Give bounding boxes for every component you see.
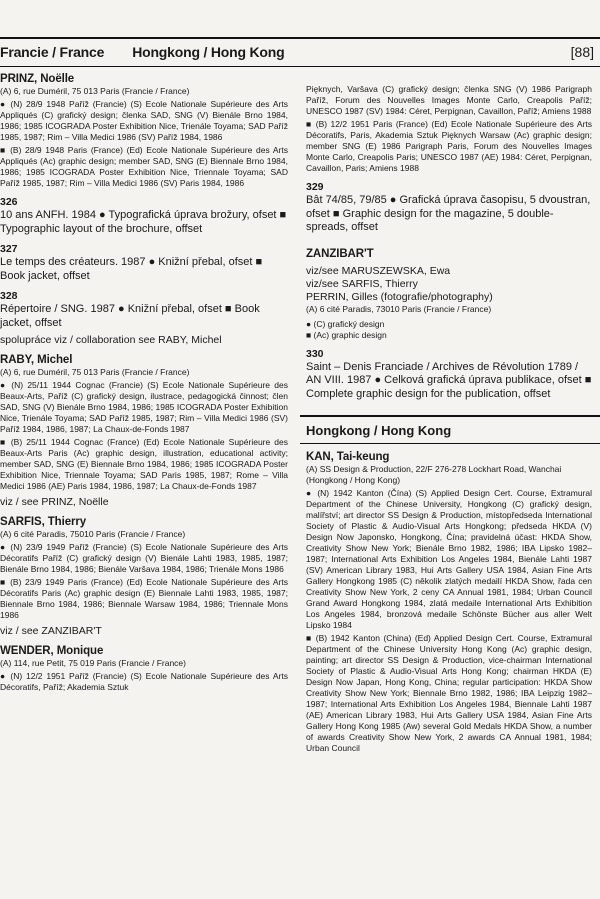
entry-address: (A) 6, rue Duméril, 75 013 Paris (Francie / France) bbox=[0, 86, 190, 96]
entry-bio-en: ■ (B) 23/9 1949 Paris (France) (Ed) Ecole Nationale Supérieure des Arts Décoratifs Paris (Ac) graphic design (E) Biennale Lahti 1983, 1985, 1987; Biennale Brno 1984, 1986; Biennale Warsaw 1984, 1986; Triennale Mons 1986 bbox=[0, 577, 288, 620]
work-caption: Répertoire / SNG. 1987 ● Knižní přebal, ofset ■ Book jacket, offset bbox=[0, 303, 260, 329]
work-number: 326 bbox=[0, 196, 18, 208]
entry-address: (A) 114, rue Petit, 75 019 Paris (Francie / France) bbox=[0, 658, 186, 668]
credit-line: viz/see SARFIS, Thierry bbox=[306, 277, 418, 290]
entry-name: PRINZ, Noëlle bbox=[0, 73, 75, 85]
entry-bio-en-continued: ■ (B) 12/2 1951 Paris (France) (Ed) Ecole Nationale Supérieure des Arts Décoratifs, Paris, Akademia Sztuk Pięknych Warsaw (Ac) graphic design; member SNG (E) 1986 Parigraph Paris, Forum des Nouvelles Images Monte Carlo, Creapolis Paris; UNESCO 1987 (AE) 1984: Céret, Perpignan, Cavaillon, Paris; Amiens 1988 bbox=[306, 119, 592, 173]
work-number: 327 bbox=[0, 243, 18, 255]
entry-name: RABY, Michel bbox=[0, 354, 73, 366]
entry-address: (A) 6 cité Paradis, 75010 Paris (Francie / France) bbox=[0, 529, 186, 539]
header-next-country: Hongkong / Hong Kong bbox=[132, 44, 285, 60]
collaboration-note: spolupráce viz / collaboration see RABY, Michel bbox=[0, 334, 222, 346]
entry-bio-cz: ● (N) 12/2 1951 Paříž (Francie) (S) Ecole Nationale Supérieure des Arts Décoratifs, Paříž; Akademia Sztuk bbox=[0, 671, 288, 692]
entry-bio-cz: ● (N) 23/9 1949 Paříž (Francie) (S) Ecole Nationale Supérieure des Arts Décoratifs Paříž (C) grafický design (V) Bienále Lahti 1983, 1985, 1987; Bienále Brno 1984, 1986; Bienále Varšava 1984, 1986; Trienále Mons 1986 bbox=[0, 542, 288, 574]
entry-name: SARFIS, Thierry bbox=[0, 516, 87, 528]
entry-bio-cz: ● (N) 28/9 1948 Paříž (Francie) (S) Ecole Nationale Supérieure des Arts Appliqués (C) grafický design; členka SAD, SNG (V) Bienále Brno 1984, 1986; 1985 ICOGRADA Poster Exhibition Nice, Trienále Toyama; SAD Paříž 1985, 1987; Rim – Villa Medici 1986 (SV) Paříž 1984, 1986 bbox=[0, 99, 288, 142]
section-title: Hongkong / Hong Kong bbox=[306, 423, 452, 438]
page-header bbox=[0, 44, 594, 66]
work-caption: 10 ans ANFH. 1984 ● Typografická úprava brožury, ofset ■ Typographic layout of the brochure, offset bbox=[0, 209, 287, 235]
entry-bio-en: ■ (B) 25/11 1944 Cognac (France) (Ed) Ecole Nationale Supérieure des Beaux-Arts Paris (Ac) graphic design, illustration, educational activity; member SAD, SNG (E) Biennale Brno 1984, 1986; 1985 ICOGRADA Poster Exhibition Nice, Triennale Toyama; SAD Paris 1985, 1987; Rome – Villa Medici 1986 (AE) Paris 1984, 1986, 1987; La Chaux-de-Fonds 1987 bbox=[0, 437, 288, 491]
work-caption: Saint – Denis Franciade / Archives de Révolution 1789 / AN VIII. 1987 ● Celková grafická úprava publikace, ofset ■ Complete graphic design for the publication, offset bbox=[306, 360, 592, 400]
entry-bio-cz: ● (N) 25/11 1944 Cognac (Francie) (S) Ecole Nationale Supérieure des Beaux-Arts, Paříž (C) grafický design, ilustrace, pedagogická činnost; člen SAD, SNG (V) Bienále Brno 1984, 1986; 1985 ICOGRADA Poster Exhibition Nice, Trienále Toyama; SAD Paříž 1985, 1987; Rim – Villa Medici 1986 (SV) Paříž 1984, 1986, 1987; La Chaux-de-Fonds 1987 bbox=[0, 380, 288, 434]
left-column bbox=[0, 72, 288, 693]
entry-address: (A) 6, rue Duméril, 75 013 Paris (Francie / France) bbox=[0, 367, 190, 377]
header-country: Francie / France bbox=[0, 44, 105, 60]
work-number: 328 bbox=[0, 290, 18, 302]
credit-line: viz/see MARUSZEWSKA, Ewa bbox=[306, 264, 451, 277]
work-caption: Bât 74/85, 79/85 ● Grafická úprava časopisu, 5 dvoustran, ofset ■ Graphic design for the magazine, 5 double-spreads, offset bbox=[306, 194, 591, 233]
entry-bio-en: ■ (B) 28/9 1948 Paris (France) (Ed) Ecole Nationale Supérieure des Arts Appliqués (Ac) graphic design; member SAD, SNG (E) Biennale Brno 1984, 1986; 1985 ICOGRADA Poster Exhibition Nice, Triennale Toyama; SAD Paříž 1985, 1987; Rim – Villa Medici 1986 (SV) Paris 1984, 1986 bbox=[0, 145, 288, 188]
field-en: ■ (Ac) graphic design bbox=[306, 329, 387, 340]
entry-address: (A) 6 cité Paradis, 73010 Paris (Francie / France) bbox=[306, 303, 492, 314]
field-cz: ● (C) grafický design bbox=[306, 318, 385, 329]
entry-bio-en: ■ (B) 1942 Kanton (China) (Ed) Applied Design Cert. Course, Extramural Department of the Chinese University Hong Kong (Ac) graphic design, painting; art director SS Design & Production, vice-chairman International Society of Plastic & Audio-Visual Arts Hong Kong; chairman HKDA (E) Design Now Japan, Hong Kong, China; regular participation: HKDA Show Creativity Show New York; Biennale Brno 1982, 1986; IBA Leipzig 1982–1987; International Arts Exhibition Los Angeles 1984, Biennale Lahti 1987 (AE) American Library 1983, Hui Arts Gallery USA 1984, Asian Fine Arts Gallery Hong Kong 1985 (Aw) several Gold Medals HKDA Show, a number of awards Creativity Show New York, 2 awards CA Annual 1981, 1984; Urban Council bbox=[306, 633, 592, 753]
entry-name: ZANZIBAR'T bbox=[306, 247, 374, 260]
credit-line: PERRIN, Gilles (fotografie/photography) bbox=[306, 290, 493, 303]
page-number: [88] bbox=[570, 44, 594, 60]
entry-name: WENDER, Monique bbox=[0, 645, 104, 657]
see-also: viz / see ZANZIBAR'T bbox=[0, 625, 102, 637]
entry-bio-cz-continued: Pięknych, Varšava (C) grafický design; členka SNG (V) 1986 Parigraph Paříž, Forum des Nouvelles Images Monte Carlo, Creapolis Paříž; UNESCO 1987 (SV) 1984: Céret, Perpignan, Cavaillon, Paříž; Amiens 1988 bbox=[306, 84, 592, 116]
work-caption: Le temps des créateurs. 1987 ● Knižní přebal, ofset ■ Book jacket, offset bbox=[0, 256, 263, 282]
header-rule bbox=[0, 66, 600, 67]
entry-bio-cz: ● (N) 1942 Kanton (Čína) (S) Applied Design Cert. Course, Extramural Department of the Chinese University, Hongkong (C) grafický design, malířství; art director SS Design & Production, místopředseda International Society of Plastic & Audio-Visual Arts Hongkong; předseda HKDA (V) Design Now Japonsko, Hongkong, Čína; pravidelná účast: HKDA Show, Creativity Show New York; Bienále Brno 1982, 1986; IBA Lipsko 1982–1987; International Arts Exhibition Los Angeles 1984, Bienále Lahti 1987 (SV) American Library 1983, Hui Arts Gallery USA 1984, Asian Fine Arts Gallery Hongkong 1985 (C) několik zlatých medailí HKDA Show, řada cen Creativity Show New York, 2 ceny CA Annual 1981, 1984; Urban Council Grand Award Hongkong 1984, zlatá medaile International Arts Exhibition Los Angeles 1984, bronzová medaile Schönste Bücher aus aller Welt Lipsko 1984 bbox=[306, 488, 592, 630]
top-rule bbox=[0, 37, 600, 39]
section-rule bbox=[300, 415, 600, 417]
entry-name: KAN, Tai-keung bbox=[306, 451, 390, 463]
see-also: viz / see PRINZ, Noëlle bbox=[0, 496, 109, 508]
entry-address: (A) SS Design & Production, 22/F 276-278 Lockhart Road, Wanchai (Hongkong / Hong Kong) bbox=[306, 464, 562, 485]
section-rule bbox=[300, 443, 600, 444]
work-number: 329 bbox=[306, 181, 324, 193]
right-column bbox=[306, 72, 592, 754]
work-number: 330 bbox=[306, 347, 324, 360]
